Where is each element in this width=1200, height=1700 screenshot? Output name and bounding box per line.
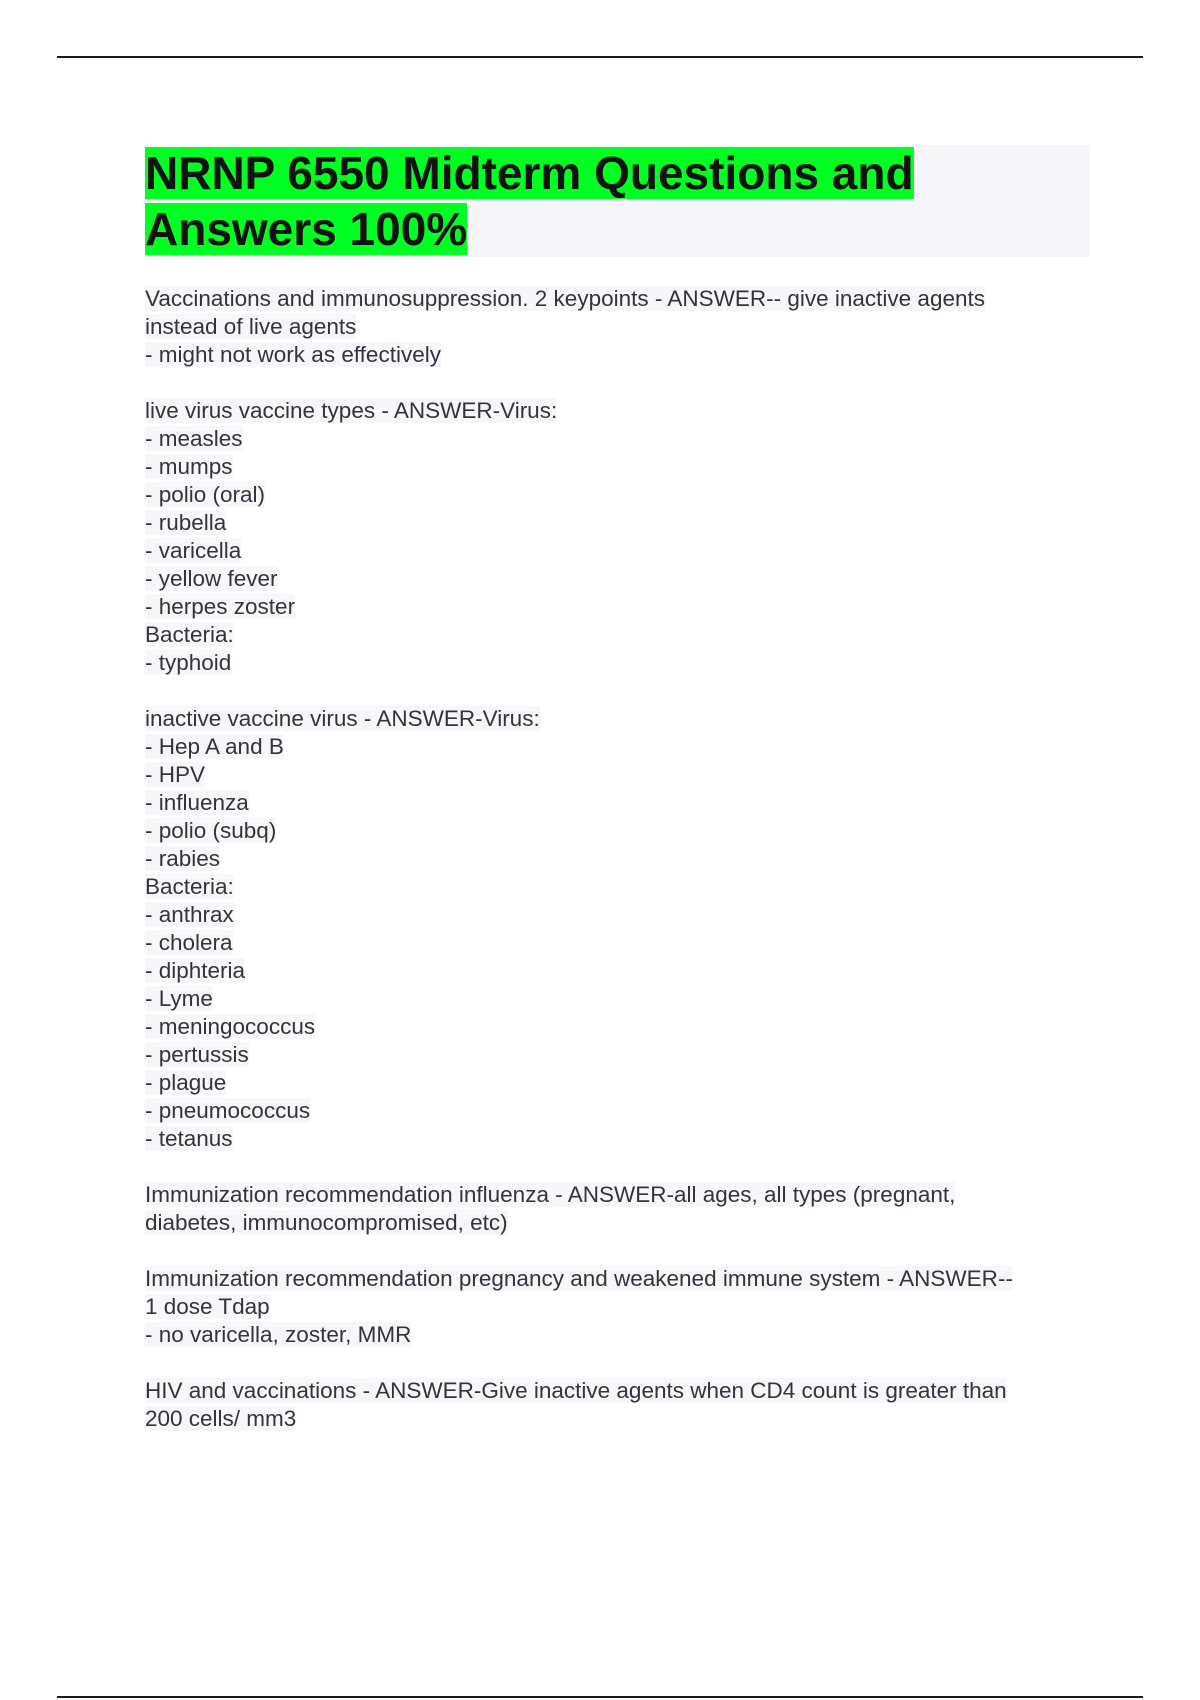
qa-line bbox=[145, 1041, 1090, 1069]
qa-line bbox=[145, 873, 1090, 901]
qa-item bbox=[145, 1265, 1090, 1349]
qa-line-text: - rubella bbox=[145, 510, 227, 535]
qa-line bbox=[145, 817, 1090, 845]
qa-line-text: - varicella bbox=[145, 538, 242, 563]
qa-line bbox=[145, 1069, 1090, 1097]
qa-line bbox=[145, 537, 1090, 565]
qa-line-text: - no varicella, zoster, MMR bbox=[145, 1322, 412, 1347]
qa-line bbox=[145, 1013, 1090, 1041]
header-rule bbox=[57, 56, 1143, 58]
qa-line bbox=[145, 285, 1090, 313]
qa-line bbox=[145, 425, 1090, 453]
title-line-1: NRNP 6550 Midterm Questions and bbox=[145, 147, 914, 199]
footer-rule bbox=[57, 1696, 1143, 1698]
title-line-2: Answers 100% bbox=[145, 203, 468, 255]
document-body bbox=[145, 145, 1090, 1461]
qa-item bbox=[145, 397, 1090, 677]
qa-line-text: HIV and vaccinations - ANSWER-Give inactive agents when CD4 count is greater than bbox=[145, 1378, 1007, 1403]
qa-line-text: Immunization recommendation pregnancy and weakened immune system - ANSWER-- bbox=[145, 1266, 1013, 1291]
qa-line bbox=[145, 901, 1090, 929]
qa-line-text: Bacteria: bbox=[145, 622, 234, 647]
qa-line-text: 1 dose Tdap bbox=[145, 1294, 270, 1319]
qa-line-text: Bacteria: bbox=[145, 874, 234, 899]
qa-item bbox=[145, 705, 1090, 1153]
qa-line bbox=[145, 341, 1090, 369]
qa-line-text: - polio (subq) bbox=[145, 818, 277, 843]
qa-line-text: diabetes, immunocompromised, etc) bbox=[145, 1210, 508, 1235]
qa-line bbox=[145, 1405, 1090, 1433]
qa-line bbox=[145, 845, 1090, 873]
qa-line bbox=[145, 453, 1090, 481]
qa-line-text: - pertussis bbox=[145, 1042, 249, 1067]
qa-line-text: 200 cells/ mm3 bbox=[145, 1406, 297, 1431]
qa-line-text: - rabies bbox=[145, 846, 221, 871]
qa-line bbox=[145, 1209, 1090, 1237]
qa-item bbox=[145, 1377, 1090, 1433]
qa-line-text: - measles bbox=[145, 426, 243, 451]
qa-item bbox=[145, 285, 1090, 369]
qa-line-text: - herpes zoster bbox=[145, 594, 296, 619]
qa-line-text: - diphteria bbox=[145, 958, 246, 983]
qa-line-text: live virus vaccine types - ANSWER-Virus: bbox=[145, 398, 558, 423]
qa-line bbox=[145, 985, 1090, 1013]
qa-line-text: - anthrax bbox=[145, 902, 234, 927]
qa-line bbox=[145, 1181, 1090, 1209]
qa-line bbox=[145, 1377, 1090, 1405]
qa-line-text: - pneumococcus bbox=[145, 1098, 311, 1123]
document-title bbox=[145, 145, 1090, 257]
qa-line bbox=[145, 1293, 1090, 1321]
title-box bbox=[145, 145, 1090, 257]
qa-line bbox=[145, 621, 1090, 649]
qa-line bbox=[145, 565, 1090, 593]
qa-line-text: - mumps bbox=[145, 454, 233, 479]
qa-line bbox=[145, 1125, 1090, 1153]
qa-line bbox=[145, 1265, 1090, 1293]
qa-line-text: - polio (oral) bbox=[145, 482, 266, 507]
qa-list bbox=[145, 285, 1090, 1433]
qa-line-text: - plague bbox=[145, 1070, 227, 1095]
qa-line bbox=[145, 509, 1090, 537]
qa-line-text: - Hep A and B bbox=[145, 734, 284, 759]
qa-line bbox=[145, 397, 1090, 425]
qa-line bbox=[145, 761, 1090, 789]
qa-line-text: inactive vaccine virus - ANSWER-Virus: bbox=[145, 706, 540, 731]
qa-line-text: - Lyme bbox=[145, 986, 213, 1011]
qa-line bbox=[145, 1097, 1090, 1125]
qa-line bbox=[145, 957, 1090, 985]
qa-line-text: instead of live agents bbox=[145, 314, 357, 339]
qa-line-text: - might not work as effectively bbox=[145, 342, 441, 367]
qa-item bbox=[145, 1181, 1090, 1237]
qa-line bbox=[145, 481, 1090, 509]
qa-line bbox=[145, 1321, 1090, 1349]
qa-line-text: - typhoid bbox=[145, 650, 232, 675]
qa-line-text: - meningococcus bbox=[145, 1014, 316, 1039]
qa-line bbox=[145, 789, 1090, 817]
qa-line-text: - tetanus bbox=[145, 1126, 233, 1151]
qa-line bbox=[145, 649, 1090, 677]
qa-line bbox=[145, 313, 1090, 341]
qa-line bbox=[145, 929, 1090, 957]
qa-line bbox=[145, 593, 1090, 621]
qa-line-text: - HPV bbox=[145, 762, 206, 787]
qa-line-text: - yellow fever bbox=[145, 566, 278, 591]
qa-line-text: - influenza bbox=[145, 790, 249, 815]
qa-line-text: Immunization recommendation influenza - ANSWER-all ages, all types (pregnant, bbox=[145, 1182, 956, 1207]
qa-line bbox=[145, 733, 1090, 761]
qa-line-text: - cholera bbox=[145, 930, 233, 955]
qa-line-text: Vaccinations and immunosuppression. 2 keypoints - ANSWER-- give inactive agents bbox=[145, 286, 985, 311]
qa-line bbox=[145, 705, 1090, 733]
